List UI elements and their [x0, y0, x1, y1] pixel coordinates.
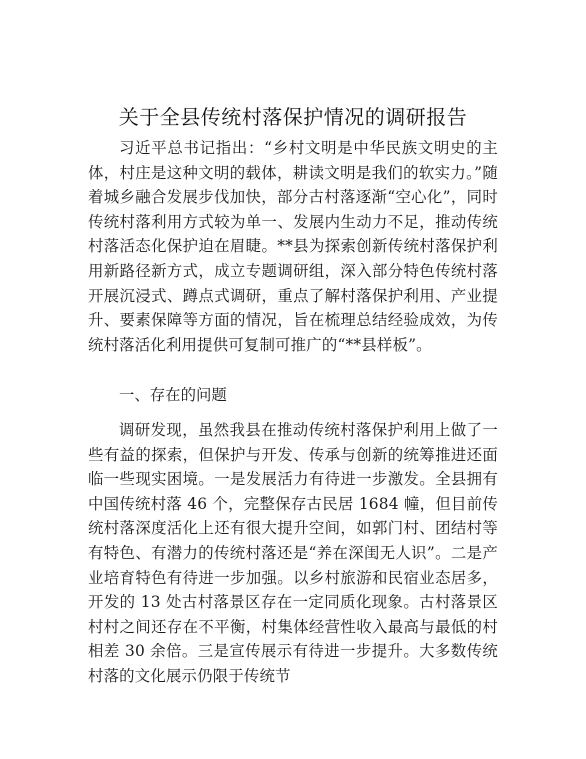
document-title: 关于全县传统村落保护情况的调研报告: [118, 105, 468, 129]
intro-paragraph: 习近平总书记指出：“乡村文明是中华民族文明史的主体，村庄是这种文明的载体，耕读文明是我们的软实力。”随着城乡融合发展步伐加快，部分古村落逐渐“空心化”，同时传统村落利用方式较为单一、发展内生动力不足，推动传统村落活态化保护迫在眉睫。**县为探索创新传统村落保护利用新路径新方式，成立专题调研组，深入部分特色传统村落开展沉浸式、蹲点式调研，重点了解村落保护利用、产业提升、要素保障等方面的情况，旨在梳理总结经验成效，为传统村落活化利用提供可复制可推广的“**县样板”。: [88, 139, 498, 354]
problems-paragraph: 调研发现，虽然我县在推动传统村落保护利用上做了一些有益的探索，但保护与开发、传承与创新的统筹推进还面临一些现实困境。一是发展活力有待进一步激发。全县拥有中国传统村落 46 个，完整保存古民居 1684 幢，但目前传统村落深度活化上还有很大提升空间，如郭门村、团结村等有特色、有潜力的传统村落还是“养在深闺无人识”。二是产业培育特色有待进一步加强。以乡村旅游和民宿业态居多，开发的 13 处古村落景区存在一定同质化现象。古村落景区村村之间还存在不平衡，村集体经营性收入最高与最低的村相差 30 余倍。三是宣传展示有待进一步提升。大多数传统村落的文化展示仍限于传统节: [88, 421, 498, 685]
section-heading-problems: 一、存在的问题: [119, 386, 227, 404]
